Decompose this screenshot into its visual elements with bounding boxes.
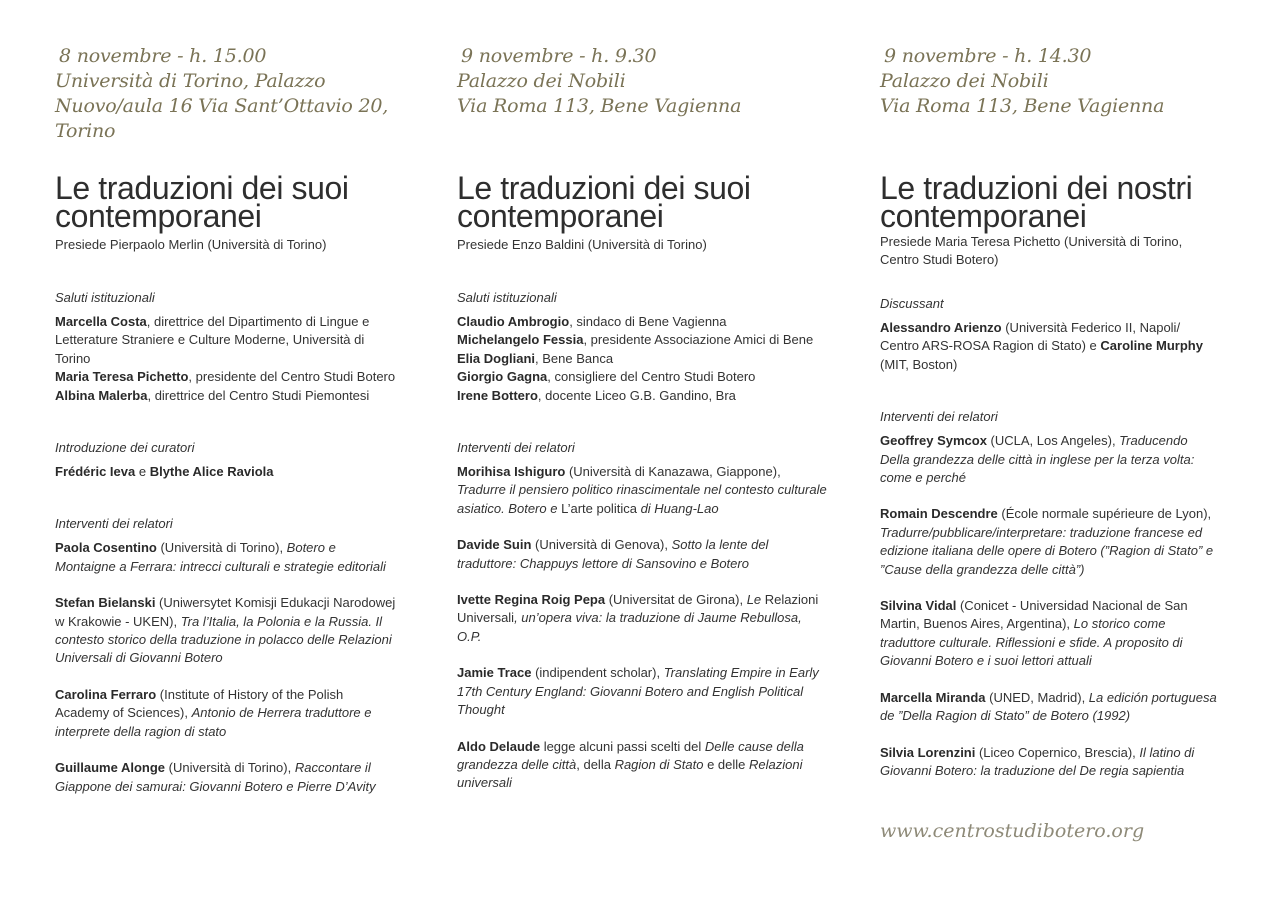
talk-title: Tradurre il pensiero politico rinascimentale nel contesto culturale asiatico. Botero e: [457, 482, 827, 516]
session-date-time: 9 novembre - h. 9.30: [461, 45, 657, 67]
talk-title: Tra l’Italia, la Polonia e la Russia. Il contesto storico della traduzione in polacco delle Relazioni Universali di Giovanni Botero: [55, 613, 392, 666]
session-date-time: 8 novembre - h. 15.00: [59, 45, 267, 67]
speaker-name: Elia Dogliani: [457, 350, 536, 366]
speaker-name: Stefan Bielanski: [55, 595, 156, 611]
list-item: [55, 759, 400, 796]
list-item: [880, 597, 1220, 671]
session-header: [457, 44, 827, 144]
list-item: [55, 594, 400, 668]
intro-label: Introduzione dei curatori: [55, 440, 195, 456]
conjunction: e: [135, 464, 150, 480]
talk-title: Traducendo Della grandezza delle città in inglese per la terza volta: come e perché: [880, 433, 1195, 486]
speaker-name: Paola Cosentino: [55, 540, 157, 556]
session-title: Le traduzioni dei suoi contemporanei: [457, 170, 751, 234]
speaker-name: Romain Descendre: [880, 506, 998, 522]
list-item: [880, 432, 1220, 487]
day-column-3: [880, 44, 1220, 780]
list-item: [457, 738, 827, 793]
speaker-name: Geoffrey Symcox: [880, 433, 987, 449]
interventi-label: Interventi dei relatori: [880, 409, 998, 425]
session-venue: Palazzo dei Nobili: [457, 70, 626, 92]
session-venue: Palazzo dei Nobili: [880, 70, 1049, 92]
speaker-role: , docente Liceo G.B. Gandino, Bra: [537, 387, 736, 403]
speaker-role: , direttrice del Centro Studi Piemontesi: [147, 387, 370, 403]
speaker-affiliation: (Uniwersytet Komisji Edukacji Narodowej w Krakowie - UKEN),: [55, 595, 396, 629]
session-chair: Presiede Maria Teresa Pichetto (Università di Torino, Centro Studi Botero): [880, 234, 1183, 267]
list-item: [457, 463, 827, 518]
speaker-role: , consigliere del Centro Studi Botero: [547, 369, 756, 385]
session-title: Le traduzioni dei suoi contemporanei: [55, 170, 349, 234]
list-item: [457, 664, 827, 719]
day-column-1: [55, 44, 400, 796]
list-item: [55, 539, 400, 576]
saluti-label: Saluti istituzionali: [457, 290, 557, 305]
list-item: [457, 387, 827, 405]
reading-text: e delle: [703, 756, 750, 772]
speaker-name: Guillaume Alonge: [55, 760, 166, 776]
discussant-label: Discussant: [880, 296, 944, 311]
work-title: Relazioni universali: [457, 756, 803, 791]
speaker-name: Giorgio Gagna: [457, 369, 548, 385]
speaker-affiliation: (Conicet - Universidad Nacional de San Martin, Buenos Aires, Argentina),: [880, 598, 1188, 632]
session-address: Via Roma 113, Bene Vagienna: [457, 95, 742, 117]
talk-title: Raccontare il Giappone dei samurai: Giovanni Botero e Pierre D’Avity: [55, 760, 376, 794]
speaker-name: Marcella Costa: [55, 314, 147, 329]
discussants: [880, 319, 1220, 374]
speaker-name: Claudio Ambrogio: [457, 314, 570, 329]
talk-title-part: Relazioni Universali: [457, 592, 819, 626]
curator-name: Frédéric Ieva: [55, 464, 136, 480]
list-item: [55, 387, 400, 405]
speaker-affiliation: (Università Federico II, Napoli/ Centro ARS-ROSA Ragion di Stato) e: [880, 320, 1181, 354]
session-chair: Presiede Pierpaolo Merlin (Università di Torino): [55, 237, 327, 252]
list-item: [457, 313, 827, 331]
saluti-label: Saluti istituzionali: [55, 290, 155, 305]
list-item: [55, 368, 400, 386]
list-item: [880, 744, 1220, 781]
speaker-name: Silvina Vidal: [880, 598, 957, 614]
list-item: [457, 368, 827, 386]
talk-title-part: L’arte politica: [561, 500, 637, 516]
speaker-affiliation: (École normale supérieure de Lyon),: [997, 506, 1212, 522]
speaker-name: Caroline Murphy: [1100, 338, 1203, 354]
session-header: [880, 44, 1220, 144]
speaker-role: , direttrice del Dipartimento di Lingue e Letterature Straniere e Culture Moderne, Università di Torino: [55, 314, 370, 366]
talk-title-part: di Huang-Lao: [636, 500, 719, 516]
speaker-name: Alessandro Arienzo: [880, 320, 1002, 335]
speaker-name: Morihisa Ishiguro: [457, 464, 566, 480]
session-venue: Università di Torino, Palazzo Nuovo/aula 16 Via Sant’Ottavio 20, Torino: [55, 70, 389, 142]
speaker-name: Davide Suin: [457, 537, 532, 553]
reading-text: legge alcuni passi scelti del: [540, 738, 705, 754]
work-title: Delle cause della grandezza delle città: [457, 738, 804, 772]
speaker-role: , sindaco di Bene Vagienna: [569, 314, 727, 329]
speaker-affiliation: (UNED, Madrid),: [985, 689, 1089, 705]
curator-name: Blythe Alice Raviola: [149, 464, 274, 480]
session-address: Via Roma 113, Bene Vagienna: [880, 95, 1165, 117]
list-item: [880, 689, 1220, 726]
talk-title: La edición portuguesa de ”Della Ragion di Stato” de Botero (1992): [880, 689, 1217, 724]
talk-title: Antonio de Herrera traduttore e interprete della ragion di stato: [55, 705, 372, 739]
list-item: [55, 686, 400, 741]
list-item: [457, 591, 827, 646]
speaker-affiliation: (UCLA, Los Angeles),: [986, 433, 1120, 449]
talk-title: Il latino di Giovanni Botero: la traduzione del De regia sapientia: [880, 744, 1195, 778]
interventi-label: Interventi dei relatori: [457, 440, 575, 456]
day-column-2: [457, 44, 827, 793]
reading-text: , della: [576, 756, 615, 772]
speaker-affiliation: (Liceo Copernico, Brescia),: [975, 744, 1140, 760]
talk-title: Sotto la lente del traduttore: Chappuys lettore di Sansovino e Botero: [457, 537, 769, 571]
session-title: Le traduzioni dei nostri contemporanei: [880, 170, 1193, 234]
speaker-name: Michelangelo Fessia: [457, 332, 584, 348]
speaker-affiliation: (MIT, Boston): [880, 356, 958, 372]
speaker-affiliation: (Università di Genova),: [531, 537, 672, 553]
talk-title: Lo storico come traduttore culturale. Riflessioni e sfide. A proposito di Giovanni Botero e i suoi lettori attuali: [880, 616, 1183, 669]
talk-title: Botero e Montaigne a Ferrara: intrecci culturali e strategie editoriali: [55, 540, 386, 574]
speaker-name: Irene Bottero: [457, 387, 538, 403]
speaker-affiliation: (Università di Torino),: [156, 540, 287, 556]
interventi-label: Interventi dei relatori: [55, 516, 173, 532]
speaker-name: Ivette Regina Roig Pepa: [457, 592, 606, 608]
speaker-affiliation: (Università di Kanazawa, Giappone),: [565, 464, 781, 480]
talk-title: Tradurre/pubblicare/interpretare: traduzione francese ed edizione italiana delle opere di Botero (”Ragion di Stato” e ”Cause della grandezza delle città”): [880, 524, 1214, 577]
speaker-affiliation: (Università di Torino),: [165, 760, 295, 776]
speaker-role: , presidente Associazione Amici di Bene: [583, 332, 814, 348]
list-item: [457, 350, 827, 368]
list-item: [880, 505, 1220, 579]
speaker-name: Jamie Trace: [457, 665, 532, 681]
talk-title-part: , un’opera viva: la traduzione di Jaume Rebullosa, O.P.: [457, 610, 802, 644]
speaker-role: , Bene Banca: [535, 350, 614, 366]
speaker-affiliation: (Universitat de Girona),: [605, 592, 747, 608]
speaker-name: Marcella Miranda: [880, 689, 986, 705]
website-link[interactable]: www.centrostudibotero.org: [880, 820, 1145, 842]
speaker-name: Albina Malerba: [55, 387, 148, 403]
talk-title: Translating Empire in Early 17th Century England: Giovanni Botero and English Political Thought: [457, 665, 819, 718]
session-date-time: 9 novembre - h. 14.30: [884, 45, 1092, 67]
talk-title: Le: [746, 592, 762, 608]
speaker-name: Silvia Lorenzini: [880, 744, 976, 760]
work-title: Ragion di Stato: [614, 756, 704, 772]
speaker-role: , presidente del Centro Studi Botero: [188, 369, 396, 385]
speaker-name: Carolina Ferraro: [55, 686, 157, 702]
list-item: [457, 536, 827, 573]
session-header: [55, 44, 400, 144]
session-chair: Presiede Enzo Baldini (Università di Torino): [457, 237, 707, 252]
speaker-affiliation: (Institute of History of the Polish Academy of Sciences),: [55, 686, 344, 721]
intro-curators: [55, 463, 400, 481]
saluti-list: [457, 313, 827, 405]
list-item: [55, 313, 400, 368]
list-item: [457, 331, 827, 349]
speaker-name: Maria Teresa Pichetto: [55, 369, 189, 385]
speaker-affiliation: (indipendent scholar),: [531, 665, 664, 681]
speaker-name: Aldo Delaude: [457, 738, 541, 754]
saluti-list: [55, 313, 400, 405]
